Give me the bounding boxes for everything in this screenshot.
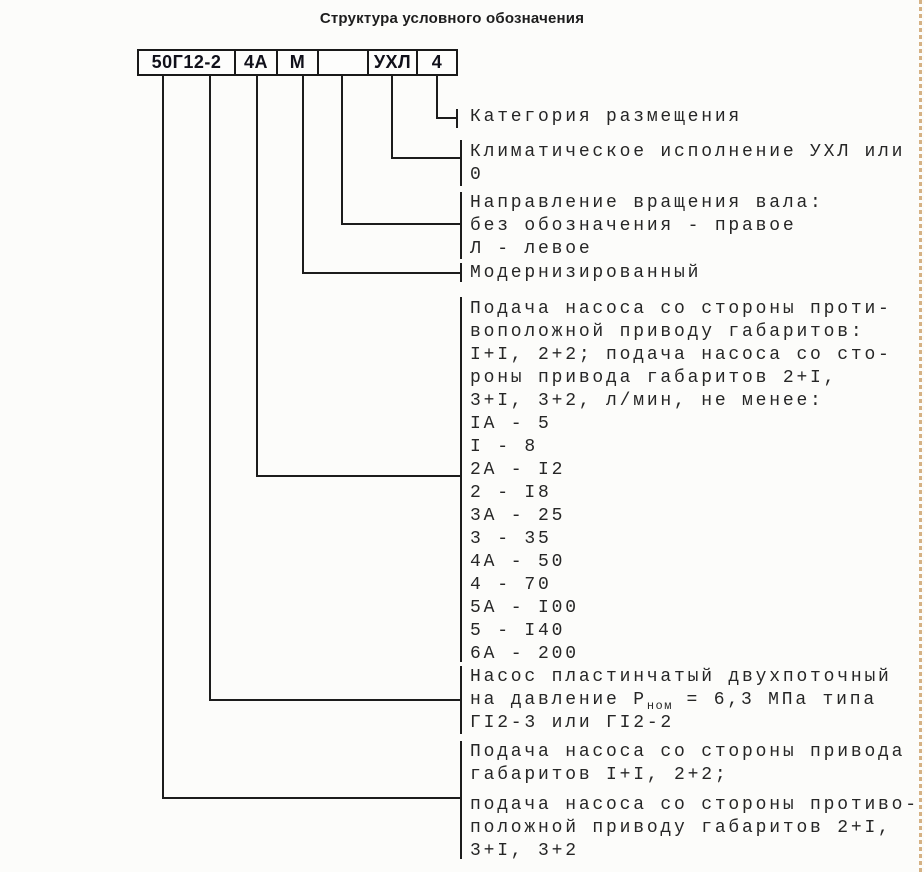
- connector-category-horizontal: [436, 117, 458, 119]
- connector-climate-vertical: [391, 75, 393, 159]
- connector-climate-horizontal: [391, 157, 460, 159]
- code-box-2: 4А: [234, 49, 278, 76]
- legend-flow-line-6: IА - 5: [470, 414, 552, 434]
- code-box-1: 50Г12-2: [137, 49, 236, 76]
- connector-flow-horizontal: [256, 475, 460, 477]
- legend-supply-back-line-1: подача насоса со стороны противо-: [470, 795, 919, 815]
- bracket-pump: [460, 666, 462, 734]
- connector-supply-back-horizontal: [162, 797, 460, 799]
- legend-flow-line-16: 6А - 200: [470, 644, 579, 664]
- bracket-flow: [460, 297, 462, 662]
- legend-flow-line-2: воположной приводу габаритов:: [470, 322, 865, 342]
- page-title: Структура условного обозначения: [319, 10, 585, 27]
- legend-flow-line-10: 3А - 25: [470, 506, 566, 526]
- legend-flow-line-3: I+I, 2+2; подача насоса со сто-: [470, 345, 892, 365]
- connector-modernized-end-tick: [460, 263, 462, 282]
- legend-pump-line-3: ГI2-3 или ГI2-2: [470, 713, 675, 733]
- bracket-rotation: [460, 192, 462, 259]
- legend-rotation-line-2: без обозначения - правое: [470, 216, 797, 236]
- connector-category-end-tick: [456, 109, 458, 128]
- legend-supply-back-line-3: 3+I, 3+2: [470, 841, 579, 861]
- legend-supply-back-line-2: положной приводу габаритов 2+I,: [470, 818, 892, 838]
- legend-flow-line-4: роны привода габаритов 2+I,: [470, 368, 838, 388]
- pump-pressure-prefix: на давление Р: [470, 690, 647, 710]
- legend-flow-line-1: Подача насоса со стороны проти-: [470, 299, 892, 319]
- legend-pump-line-2: [470, 689, 877, 712]
- pump-pressure-subscript: ном: [646, 699, 673, 713]
- connector-rotation-horizontal: [341, 223, 460, 225]
- pump-pressure-suffix: = 6,3 МПа типа: [672, 690, 877, 710]
- designation-code-boxes: [137, 49, 458, 76]
- code-box-6: 4: [416, 49, 458, 76]
- legend-supply-front-line-2: габаритов I+I, 2+2;: [470, 765, 729, 785]
- code-box-5: УХЛ: [367, 49, 418, 76]
- connector-supply-back-vertical: [162, 75, 164, 799]
- connector-pump-vertical: [209, 75, 211, 701]
- legend-flow-line-8: 2А - I2: [470, 460, 566, 480]
- code-box-3: М: [276, 49, 319, 76]
- connector-category-vertical: [436, 75, 438, 119]
- legend-flow-line-11: 3 - 35: [470, 529, 552, 549]
- legend-climate-line-2: 0: [470, 165, 484, 185]
- legend-flow-line-7: I - 8: [470, 437, 539, 457]
- legend-category-text: Категория размещения: [470, 107, 743, 127]
- legend-flow-line-15: 5 - I40: [470, 621, 566, 641]
- legend-flow-line-12: 4А - 50: [470, 552, 566, 572]
- bracket-climate: [460, 140, 462, 186]
- connector-rotation-vertical: [341, 75, 343, 225]
- legend-flow-line-13: 4 - 70: [470, 575, 552, 595]
- legend-modernized-text: Модернизированный: [470, 263, 702, 283]
- legend-flow-line-14: 5А - I00: [470, 598, 579, 618]
- legend-pump-line-1: Насос пластинчатый двухпоточный: [470, 667, 892, 687]
- connector-modernized-horizontal: [302, 272, 462, 274]
- code-box-4-empty: [317, 49, 369, 76]
- legend-climate-line-1: Климатическое исполнение УХЛ или: [470, 142, 906, 162]
- legend-flow-line-9: 2 - I8: [470, 483, 552, 503]
- connector-flow-vertical: [256, 75, 258, 477]
- connector-modernized-vertical: [302, 75, 304, 274]
- legend-rotation-line-3: Л - левое: [470, 239, 593, 259]
- connector-pump-horizontal: [209, 699, 460, 701]
- legend-supply-front-line-1: Подача насоса со стороны привода: [470, 742, 906, 762]
- legend-flow-line-5: 3+I, 3+2, л/мин, не менее:: [470, 391, 824, 411]
- legend-rotation-line-1: Направление вращения вала:: [470, 193, 824, 213]
- bracket-supply: [460, 741, 462, 859]
- page-edge-dashed-line: [919, 0, 922, 872]
